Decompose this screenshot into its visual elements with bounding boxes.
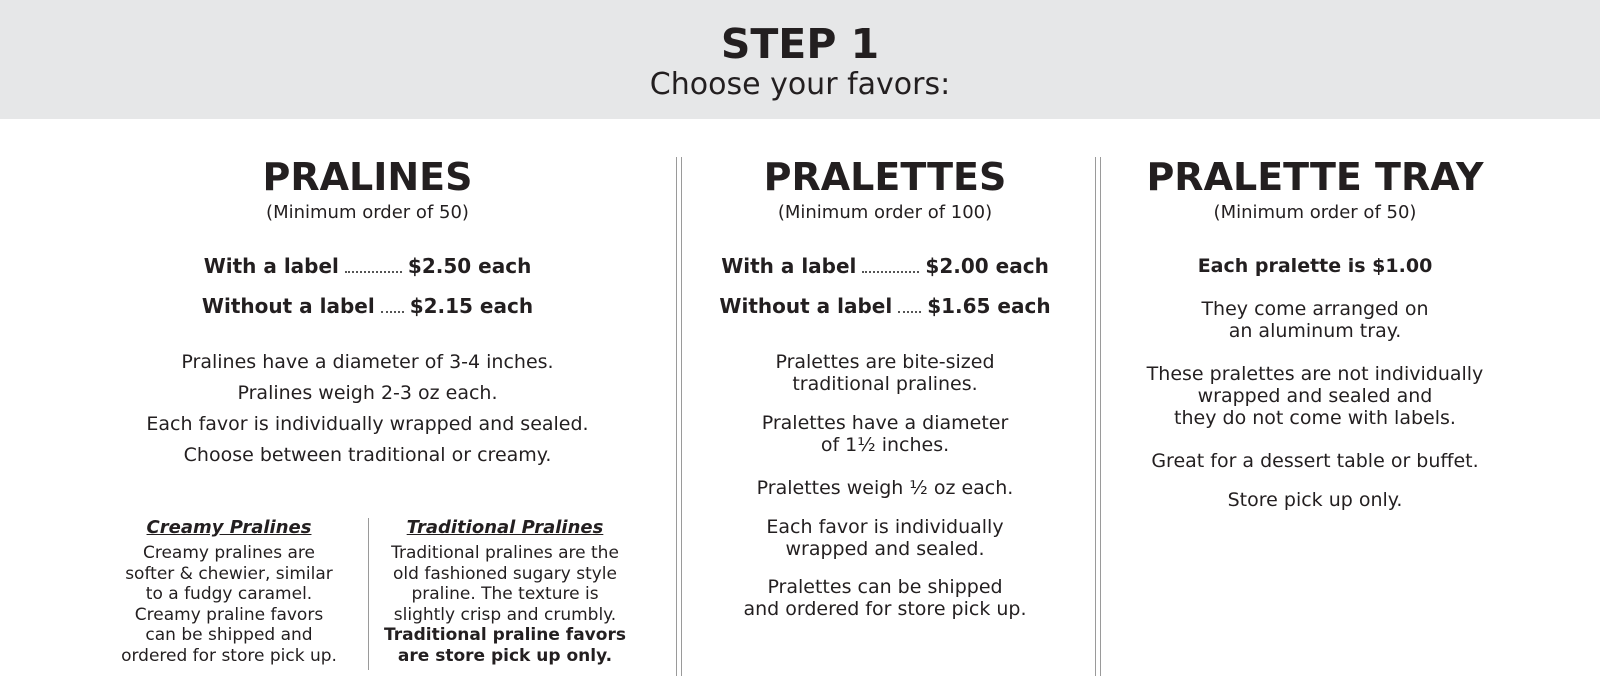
detail-line: they do not come with labels. — [1174, 407, 1456, 429]
step-subtitle: Choose your favors: — [649, 67, 951, 102]
price-value: $2.15 each — [409, 294, 534, 318]
pralettes-price-without-label — [700, 293, 1070, 319]
creamy-pralines-section — [100, 517, 358, 667]
dot-leader — [345, 271, 402, 273]
pralines-detail: Each favor is individually wrapped and sealed. — [146, 413, 589, 435]
detail-line: These pralettes are not individually — [1146, 363, 1484, 385]
price-label: With a label — [203, 254, 339, 278]
pralines-price-with-label — [100, 253, 635, 279]
detail-line: Each favor is individually — [766, 516, 1004, 538]
tray-detail-1 — [1110, 298, 1520, 342]
traditional-line: praline. The texture is — [411, 584, 599, 605]
price-value: $2.50 each — [407, 254, 532, 278]
traditional-line: Traditional pralines are the — [391, 543, 619, 563]
pralines-detail: Pralines weigh 2-3 oz each. — [237, 382, 498, 404]
dot-leader — [381, 311, 404, 313]
price-value: $2.00 each — [925, 254, 1049, 278]
detail-line: of 1½ inches. — [820, 434, 950, 456]
traditional-pralines-section — [374, 517, 636, 667]
pralette-tray-column — [1110, 155, 1520, 675]
price-label: With a label — [721, 254, 857, 278]
traditional-note: are store pick up only. — [397, 645, 613, 666]
tray-detail-3 — [1110, 450, 1520, 472]
pralettes-title: PRALETTES — [763, 155, 1007, 199]
price-label: Without a label — [719, 294, 893, 318]
pralettes-price-with-label — [700, 253, 1070, 279]
pralettes-detail-2 — [700, 412, 1070, 456]
detail-line: Pralettes have a diameter — [761, 412, 1009, 434]
pralines-minimum: (Minimum order of 50) — [266, 202, 469, 223]
traditional-pralines-title: Traditional Pralines — [406, 517, 604, 538]
pralettes-detail-4 — [700, 516, 1070, 560]
detail-line: Pralettes are bite-sized — [775, 351, 995, 373]
creamy-pralines-title: Creamy Pralines — [146, 517, 312, 538]
price-label: Without a label — [201, 294, 375, 318]
creamy-line: ordered for store pick up. — [121, 645, 337, 666]
detail-line: They come arranged on — [1201, 298, 1429, 320]
detail-line: and ordered for store pick up. — [743, 598, 1027, 620]
detail-line: traditional pralines. — [792, 373, 978, 395]
pralettes-minimum: (Minimum order of 100) — [777, 202, 993, 223]
dot-leader — [898, 311, 921, 313]
pralettes-column — [700, 155, 1070, 675]
creamy-line: to a fudgy caramel. — [145, 584, 313, 605]
step-header — [0, 0, 1600, 119]
traditional-line: old fashioned sugary style — [393, 563, 617, 584]
column-divider-right — [1095, 157, 1101, 676]
tray-title: PRALETTE TRAY — [1146, 155, 1484, 199]
pralettes-detail-1 — [700, 351, 1070, 395]
price-value: $1.65 each — [927, 294, 1051, 318]
detail-line: wrapped and sealed and — [1197, 385, 1433, 407]
creamy-line: Creamy praline favors — [134, 604, 324, 625]
pralines-title: PRALINES — [262, 155, 473, 199]
detail-line: Store pick up only. — [1227, 489, 1403, 511]
pralettes-detail-5 — [700, 576, 1070, 620]
creamy-line: softer & chewier, similar — [125, 563, 333, 584]
creamy-line: can be shipped and — [145, 625, 313, 646]
step-title: STEP 1 — [720, 20, 880, 68]
pralines-detail: Pralines have a diameter of 3-4 inches. — [181, 351, 554, 373]
pralines-detail: Choose between traditional or creamy. — [183, 444, 552, 466]
column-divider-left — [676, 157, 682, 676]
creamy-line: Creamy pralines are — [142, 543, 316, 563]
detail-line: wrapped and sealed. — [785, 538, 985, 560]
detail-line: Pralettes weigh ½ oz each. — [756, 477, 1014, 499]
detail-line: Great for a dessert table or buffet. — [1151, 450, 1479, 472]
traditional-line: slightly crisp and crumbly. — [393, 604, 617, 625]
detail-line: an aluminum tray. — [1228, 320, 1402, 342]
tray-detail-2 — [1110, 363, 1520, 429]
tray-minimum: (Minimum order of 50) — [1213, 202, 1417, 223]
tray-price-line: Each pralette is $1.00 — [1197, 255, 1433, 277]
traditional-note: Traditional praline favors — [384, 625, 626, 646]
pralines-sub-divider — [368, 518, 369, 670]
pralines-price-without-label — [100, 293, 635, 319]
dot-leader — [862, 271, 919, 273]
detail-line: Pralettes can be shipped — [767, 576, 1003, 598]
pralettes-detail-3 — [700, 477, 1070, 499]
tray-detail-4 — [1110, 489, 1520, 511]
